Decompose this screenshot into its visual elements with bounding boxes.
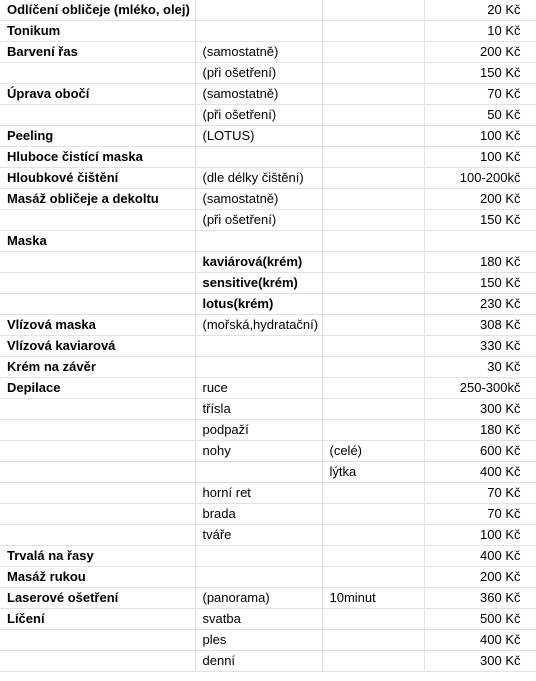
detail-cell[interactable] <box>322 525 424 546</box>
service-name-cell[interactable] <box>0 63 195 84</box>
variant-cell[interactable]: (mořská,hydratační) <box>195 315 322 336</box>
table-row <box>0 315 536 336</box>
service-name-cell[interactable]: Tonikum <box>0 21 195 42</box>
price-cell[interactable]: 200 Kč <box>424 42 536 63</box>
service-name-cell[interactable] <box>0 630 195 651</box>
service-name-cell[interactable] <box>0 294 195 315</box>
service-name-cell[interactable]: Líčení <box>0 609 195 630</box>
detail-cell[interactable] <box>322 399 424 420</box>
service-name-cell[interactable]: Hluboce čistící maska <box>0 147 195 168</box>
price-cell[interactable]: 100-200kč <box>424 168 536 189</box>
service-name-cell[interactable]: Krém na závěr <box>0 357 195 378</box>
service-name-cell[interactable]: Úprava obočí <box>0 84 195 105</box>
table-row <box>0 210 536 231</box>
service-name-cell[interactable]: Odlíčení obličeje (mléko, olej) <box>0 0 195 21</box>
service-name-cell[interactable]: Maska <box>0 231 195 252</box>
detail-cell[interactable] <box>322 21 424 42</box>
detail-cell[interactable] <box>322 651 424 672</box>
variant-cell[interactable] <box>195 546 322 567</box>
price-cell[interactable]: 500 Kč <box>424 609 536 630</box>
detail-cell[interactable] <box>322 336 424 357</box>
detail-cell[interactable] <box>322 483 424 504</box>
price-cell[interactable]: 400 Kč <box>424 462 536 483</box>
variant-cell[interactable] <box>195 0 322 21</box>
variant-cell[interactable]: třísla <box>195 399 322 420</box>
table-row <box>0 168 536 189</box>
price-cell[interactable]: 150 Kč <box>424 63 536 84</box>
table-row <box>0 84 536 105</box>
table-row <box>0 567 536 588</box>
variant-cell[interactable]: (LOTUS) <box>195 126 322 147</box>
service-name-cell[interactable] <box>0 210 195 231</box>
table-row <box>0 609 536 630</box>
price-cell[interactable]: 30 Kč <box>424 357 536 378</box>
variant-cell[interactable] <box>195 336 322 357</box>
variant-cell[interactable] <box>195 231 322 252</box>
detail-cell[interactable] <box>322 189 424 210</box>
detail-cell[interactable]: lýtka <box>322 462 424 483</box>
variant-cell[interactable] <box>195 147 322 168</box>
variant-cell[interactable]: (při ošetření) <box>195 63 322 84</box>
variant-cell[interactable] <box>195 567 322 588</box>
table-row <box>0 399 536 420</box>
variant-cell[interactable]: (samostatně) <box>195 189 322 210</box>
price-cell[interactable]: 250-300kč <box>424 378 536 399</box>
service-name-cell[interactable] <box>0 441 195 462</box>
price-cell[interactable]: 308 Kč <box>424 315 536 336</box>
detail-cell[interactable] <box>322 231 424 252</box>
service-name-cell[interactable] <box>0 504 195 525</box>
detail-cell[interactable] <box>322 357 424 378</box>
table-row <box>0 525 536 546</box>
price-cell[interactable]: 10 Kč <box>424 21 536 42</box>
variant-cell[interactable]: ples <box>195 630 322 651</box>
price-cell[interactable]: 330 Kč <box>424 336 536 357</box>
detail-cell[interactable] <box>322 567 424 588</box>
service-name-cell[interactable]: Masáž obličeje a dekoltu <box>0 189 195 210</box>
table-row <box>0 483 536 504</box>
table-row <box>0 378 536 399</box>
service-name-cell[interactable]: Trvalá na řasy <box>0 546 195 567</box>
variant-cell[interactable] <box>195 21 322 42</box>
price-cell[interactable]: 70 Kč <box>424 483 536 504</box>
table-row <box>0 588 536 609</box>
variant-cell[interactable]: kaviárová(krém) <box>195 252 322 273</box>
variant-cell[interactable]: nohy <box>195 441 322 462</box>
table-row <box>0 441 536 462</box>
variant-cell[interactable]: brada <box>195 504 322 525</box>
detail-cell[interactable] <box>322 84 424 105</box>
table-row <box>0 336 536 357</box>
table-row <box>0 357 536 378</box>
variant-cell[interactable] <box>195 357 322 378</box>
table-row <box>0 231 536 252</box>
service-name-cell[interactable]: Hloubkové čištění <box>0 168 195 189</box>
price-cell[interactable] <box>424 231 536 252</box>
variant-cell[interactable]: (dle délky čištění) <box>195 168 322 189</box>
table-row <box>0 0 536 21</box>
detail-cell[interactable]: (celé) <box>322 441 424 462</box>
table-row <box>0 546 536 567</box>
variant-cell[interactable]: (při ošetření) <box>195 105 322 126</box>
table-row <box>0 273 536 294</box>
service-name-cell[interactable]: Peeling <box>0 126 195 147</box>
detail-cell[interactable] <box>322 147 424 168</box>
service-name-cell[interactable] <box>0 252 195 273</box>
detail-cell[interactable] <box>322 252 424 273</box>
detail-cell[interactable] <box>322 126 424 147</box>
detail-cell[interactable] <box>322 609 424 630</box>
price-cell[interactable]: 600 Kč <box>424 441 536 462</box>
variant-cell[interactable]: podpaží <box>195 420 322 441</box>
detail-cell[interactable] <box>322 210 424 231</box>
detail-cell[interactable] <box>322 378 424 399</box>
variant-cell[interactable]: denní <box>195 651 322 672</box>
price-cell[interactable]: 200 Kč <box>424 189 536 210</box>
variant-cell[interactable] <box>195 462 322 483</box>
variant-cell[interactable]: sensitive(krém) <box>195 273 322 294</box>
price-cell[interactable]: 230 Kč <box>424 294 536 315</box>
service-name-cell[interactable] <box>0 399 195 420</box>
price-cell[interactable]: 200 Kč <box>424 567 536 588</box>
table-row <box>0 63 536 84</box>
table-row <box>0 42 536 63</box>
price-cell[interactable]: 300 Kč <box>424 399 536 420</box>
detail-cell[interactable] <box>322 630 424 651</box>
table-row <box>0 504 536 525</box>
price-cell[interactable]: 150 Kč <box>424 210 536 231</box>
table-row <box>0 651 536 672</box>
table-row <box>0 252 536 273</box>
price-cell[interactable]: 100 Kč <box>424 126 536 147</box>
variant-cell[interactable]: svatba <box>195 609 322 630</box>
price-cell[interactable]: 400 Kč <box>424 630 536 651</box>
service-name-cell[interactable] <box>0 651 195 672</box>
table-row <box>0 420 536 441</box>
service-name-cell[interactable] <box>0 483 195 504</box>
variant-cell[interactable]: (panorama) <box>195 588 322 609</box>
price-cell[interactable]: 400 Kč <box>424 546 536 567</box>
variant-cell[interactable]: tváře <box>195 525 322 546</box>
detail-cell[interactable] <box>322 105 424 126</box>
detail-cell[interactable] <box>322 42 424 63</box>
variant-cell[interactable]: (při ošetření) <box>195 210 322 231</box>
price-cell[interactable]: 150 Kč <box>424 273 536 294</box>
detail-cell[interactable] <box>322 63 424 84</box>
detail-cell[interactable] <box>322 168 424 189</box>
service-name-cell[interactable] <box>0 525 195 546</box>
table-row <box>0 630 536 651</box>
service-name-cell[interactable]: Masáž rukou <box>0 567 195 588</box>
variant-cell[interactable]: (samostatně) <box>195 42 322 63</box>
price-cell[interactable]: 70 Kč <box>424 84 536 105</box>
price-cell[interactable]: 100 Kč <box>424 525 536 546</box>
detail-cell[interactable] <box>322 420 424 441</box>
table-row <box>0 147 536 168</box>
variant-cell[interactable]: horní ret <box>195 483 322 504</box>
variant-cell[interactable]: ruce <box>195 378 322 399</box>
price-cell[interactable]: 300 Kč <box>424 651 536 672</box>
table-row <box>0 462 536 483</box>
service-name-cell[interactable]: Laserové ošetření <box>0 588 195 609</box>
detail-cell[interactable] <box>322 315 424 336</box>
price-cell[interactable]: 50 Kč <box>424 105 536 126</box>
detail-cell[interactable] <box>322 0 424 21</box>
table-row <box>0 126 536 147</box>
table-row <box>0 21 536 42</box>
variant-cell[interactable]: (samostatně) <box>195 84 322 105</box>
service-name-cell[interactable]: Depilace <box>0 378 195 399</box>
variant-cell[interactable]: lotus(krém) <box>195 294 322 315</box>
service-name-cell[interactable]: Vlízová kaviarová <box>0 336 195 357</box>
service-name-cell[interactable] <box>0 273 195 294</box>
price-cell[interactable]: 180 Kč <box>424 252 536 273</box>
service-name-cell[interactable] <box>0 420 195 441</box>
price-cell[interactable]: 180 Kč <box>424 420 536 441</box>
detail-cell[interactable] <box>322 273 424 294</box>
table-row <box>0 189 536 210</box>
detail-cell[interactable] <box>322 294 424 315</box>
detail-cell[interactable]: 10minut <box>322 588 424 609</box>
price-cell[interactable]: 360 Kč <box>424 588 536 609</box>
price-cell[interactable]: 100 Kč <box>424 147 536 168</box>
table-row <box>0 105 536 126</box>
detail-cell[interactable] <box>322 504 424 525</box>
service-name-cell[interactable]: Vlízová maska <box>0 315 195 336</box>
table-row <box>0 294 536 315</box>
service-name-cell[interactable] <box>0 462 195 483</box>
price-cell[interactable]: 70 Kč <box>424 504 536 525</box>
service-name-cell[interactable]: Barvení řas <box>0 42 195 63</box>
detail-cell[interactable] <box>322 546 424 567</box>
price-cell[interactable]: 20 Kč <box>424 0 536 21</box>
service-name-cell[interactable] <box>0 105 195 126</box>
